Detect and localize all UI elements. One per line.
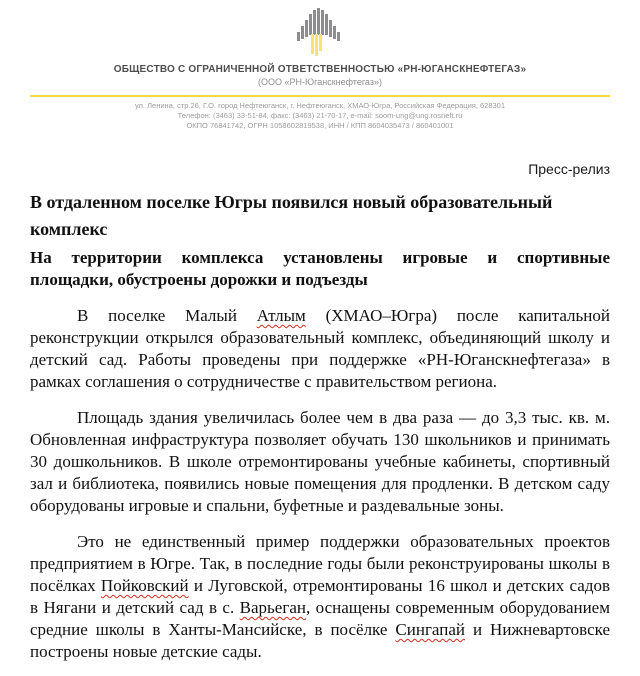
company-requisites (30, 101, 610, 131)
paragraph-1 (30, 305, 610, 393)
paragraph-1-text: В поселке Малый (77, 306, 257, 325)
company-full-name: ОБЩЕСТВО С ОГРАНИЧЕННОЙ ОТВЕТСТВЕННОСТЬЮ «РН-ЮГАНСКНЕФТЕГАЗ» (113, 64, 527, 75)
company-short-name: (ООО «РН-Юганскнефтегаз») (258, 77, 382, 87)
misspelled-word-atlym: Атлым (256, 306, 306, 325)
paragraph-3-text: и Луговской, отремонтированы 16 школ и детских садов в Нягани и детский сад в с. (30, 576, 610, 617)
rosneft-logo-icon (297, 8, 343, 56)
doc-type-label: Пресс-релиз (528, 161, 610, 177)
press-release-subtitle (30, 247, 610, 291)
misspelled-word-singapay: Сингапай (395, 620, 465, 639)
address-line-3: ОКПО 76841742, ОГРН 1058602819538, ИНН / КПП 8604035473 / 860401001 (186, 121, 454, 130)
subtitle-line-2: площадки, обустроены дорожки и подъезды (30, 270, 368, 289)
misspelled-word-varyegan: Варьеган (239, 598, 306, 617)
subtitle-line-1: На территории комплекса установлены игровые и спортивные (30, 248, 610, 267)
press-release-title: В отдаленном поселке Югры появился новый образовательный комплекс (30, 192, 553, 239)
address-line-2: Телефон: (3463) 33-51-84, факс: (3463) 21-70-17, e-mail: soom-ung@ung.rosneft.ru (177, 111, 463, 120)
misspelled-word-poykovskiy: Пойковский (100, 576, 189, 595)
letterhead (30, 8, 610, 131)
paragraph-3-text: , оснащены современным оборудованием средние школы в Ханты-Мансийске, в посёлке (30, 598, 610, 639)
paragraph-3-text: Это не единственный пример поддержки образовательных проектов предприятием в Югре. Так, в последние годы были реконструированы школы в посёлках (30, 532, 610, 595)
yellow-divider (30, 95, 610, 97)
paragraph-2: Площадь здания увеличилась более чем в два раза — до 3,3 тыс. кв. м. Обновленная инфраструктура позволяет обучать 130 школьников и принимать 30 дошкольников. В школе отремонтированы учебные кабинеты, спортивный зал и библиотека, появились новые помещения для продленки. В детском саду оборудованы игровые и спальни, буфетные и раздевальные зоны. (30, 408, 610, 515)
paragraph-1-text: (ХМАО–Югра) после капитальной реконструкции открылся образовательный комплекс, объединяющий школу и детский сад. Работы проведены при поддержке «РН-Юганскнефтегаза» в рамках соглашения о сотрудничестве с правительством региона. (30, 306, 610, 391)
paragraph-3-text: и Нижневартовске построены новые детские сады. (30, 620, 610, 661)
address-line-1: ул. Ленина, стр.26, Г.О. город Нефтеюганск, г. Нефтеюганск, ХМАО-Югра, Российская Федерация, 628301 (134, 101, 506, 110)
paragraph-3 (30, 531, 610, 663)
